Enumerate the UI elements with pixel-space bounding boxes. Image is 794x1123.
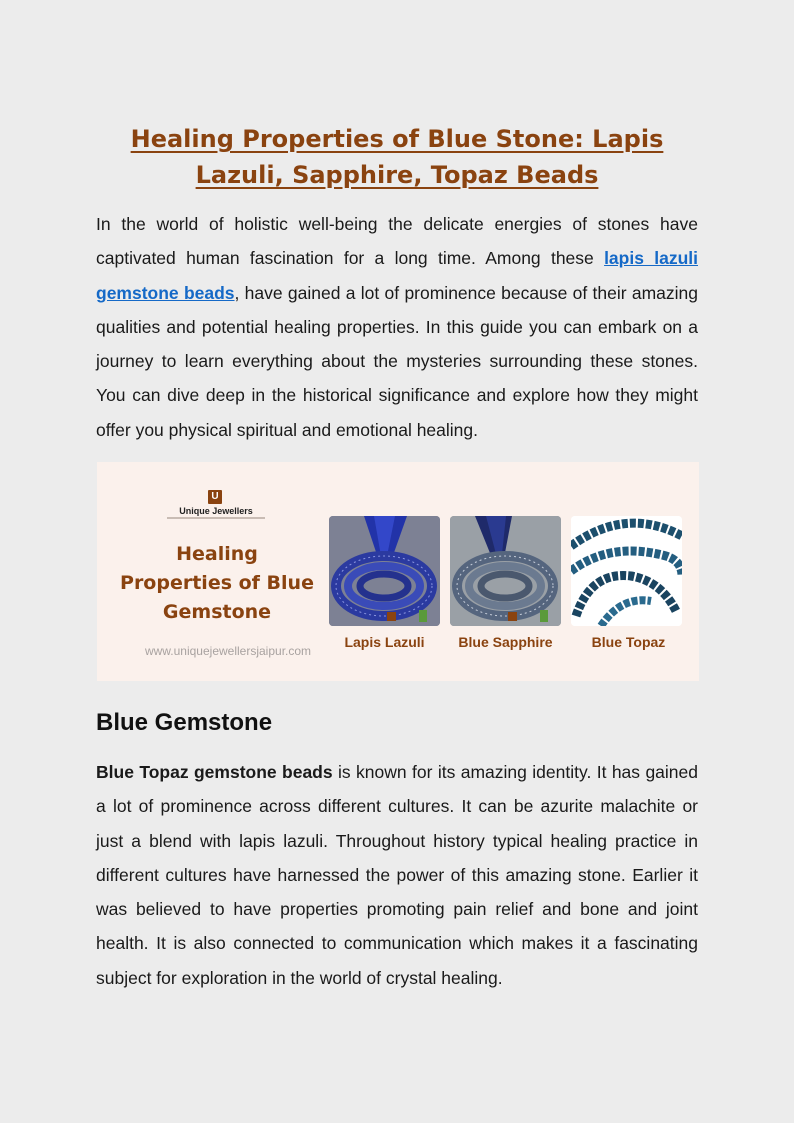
brand-name: Unique Jewellers — [179, 506, 253, 516]
banner-headline: Healing Properties of Blue Gemstone — [120, 543, 314, 623]
lapis-lazuli-link[interactable]: lapis lazuli gemstone beads — [96, 248, 698, 303]
section-bold-lead: Blue Topaz gemstone beads — [96, 762, 333, 782]
intro-paragraph — [96, 207, 698, 447]
intro-text-before: In the world of holistic well-being the delicate energies of stones have captivated human fascination for a long time. Among these — [96, 214, 698, 269]
blue-topaz-beads-image — [571, 516, 682, 626]
stone-label: Lapis Lazuli — [344, 634, 425, 650]
section-body: is known for its amazing identity. It has gained a lot of prominence across different cultures. It can be azurite malachite or just a blend with lapis lazuli. Throughout history typical healing practice in different cultures have harnessed the power of this amazing stone. Earlier it was believed to have properties promoting pain relief and bone and joint health. It is also connected to communication which makes it a fascinating subject for exploration in the world of crystal healing. — [96, 762, 698, 988]
stone-label: Blue Topaz — [591, 634, 666, 650]
section-heading: Blue Gemstone — [96, 709, 273, 736]
brand-logo-icon: U — [208, 490, 222, 504]
blue-sapphire-beads-image — [450, 516, 561, 626]
banner-url: www.uniquejewellersjaipur.com — [144, 644, 312, 658]
banner-image — [97, 462, 699, 681]
section-paragraph — [96, 755, 698, 995]
stone-label: Blue Sapphire — [458, 634, 553, 650]
intro-text-after: , have gained a lot of prominence because of their amazing qualities and potential healing properties. In this guide you can embark on a journey to learn everything about the mysteries surrounding these stones. You can dive deep in the historical significance and explore how they might offer you physical spiritual and emotional healing. — [96, 282, 698, 440]
page-title: Healing Properties of Blue Stone: Lapis Lazuli, Sapphire, Topaz Beads — [130, 125, 664, 189]
lapis-lazuli-beads-image — [329, 516, 440, 626]
brand-tagline-bar — [167, 517, 265, 519]
